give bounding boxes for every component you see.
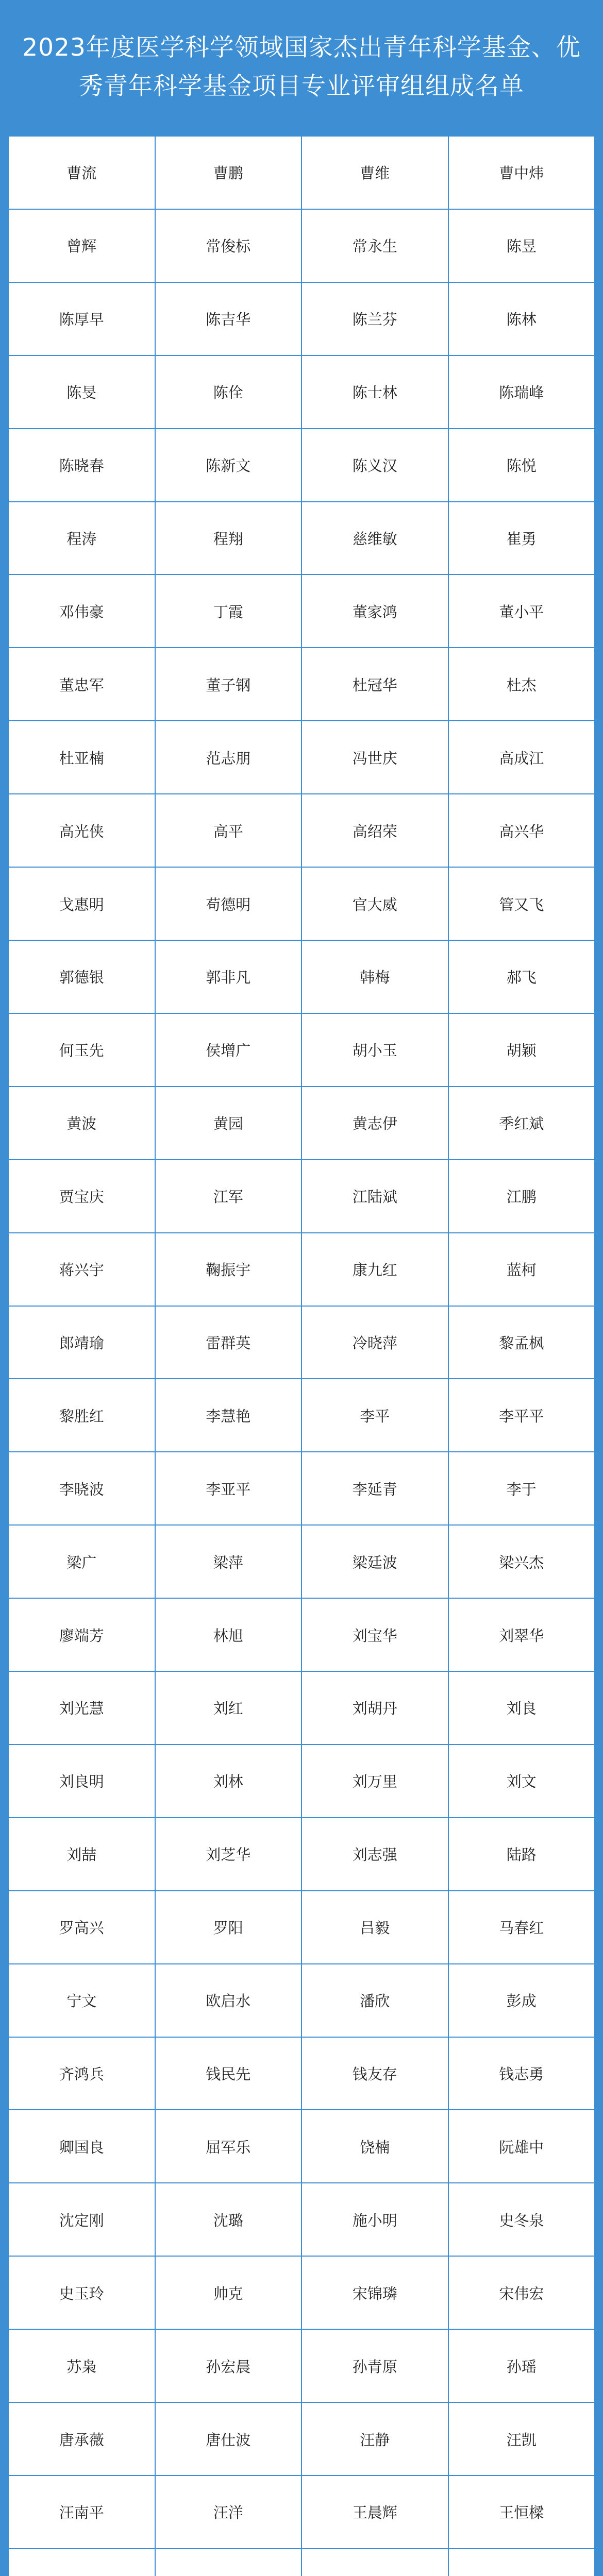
- member-name-cell: 蓝柯: [448, 1233, 595, 1306]
- member-name-cell: 董子钢: [155, 648, 302, 721]
- table-row: [8, 429, 595, 502]
- member-name-cell: 黎胜红: [8, 1379, 155, 1452]
- table-row: [8, 1379, 595, 1452]
- member-name-cell: 汪凯: [448, 2402, 595, 2476]
- member-name-cell: 刘文: [448, 1744, 595, 1818]
- member-name-cell: 刘喆: [8, 1818, 155, 1891]
- member-name-cell: 戈惠明: [8, 867, 155, 940]
- member-name-cell: [448, 2549, 595, 2576]
- member-name-cell: 程涛: [8, 502, 155, 575]
- member-name-cell: [155, 2549, 302, 2576]
- member-name-cell: 李延青: [301, 1452, 448, 1525]
- table-row: [8, 2549, 595, 2576]
- member-name-cell: 廖端芳: [8, 1598, 155, 1671]
- member-name-cell: 屈军乐: [155, 2110, 302, 2183]
- member-name-cell: 彭成: [448, 1964, 595, 2037]
- member-name-cell: 江陆斌: [301, 1160, 448, 1233]
- member-name-cell: 董家鸿: [301, 574, 448, 648]
- member-name-cell: 施小明: [301, 2183, 448, 2256]
- table-row: [8, 867, 595, 940]
- member-name-cell: 陈新文: [155, 429, 302, 502]
- member-name-cell: 宋伟宏: [448, 2256, 595, 2329]
- table-row: [8, 2037, 595, 2110]
- member-name-cell: 苏枭: [8, 2329, 155, 2402]
- member-name-cell: 曹鹏: [155, 136, 302, 209]
- member-name-cell: [8, 2549, 155, 2576]
- member-name-cell: 齐鸿兵: [8, 2037, 155, 2110]
- member-name-cell: 黄园: [155, 1087, 302, 1160]
- member-name-cell: 陈佺: [155, 355, 302, 429]
- member-name-cell: 刘胡丹: [301, 1671, 448, 1744]
- member-name-cell: 苟德明: [155, 867, 302, 940]
- member-name-cell: 康九红: [301, 1233, 448, 1306]
- member-name-cell: 唐承薇: [8, 2402, 155, 2476]
- member-name-cell: 郝飞: [448, 940, 595, 1013]
- table-row: [8, 1306, 595, 1379]
- table-row: [8, 1598, 595, 1671]
- member-name-cell: 钱民先: [155, 2037, 302, 2110]
- member-name-cell: 江鹏: [448, 1160, 595, 1233]
- member-name-cell: 李晓波: [8, 1452, 155, 1525]
- member-name-cell: 孙青原: [301, 2329, 448, 2402]
- member-name-cell: 陈厚早: [8, 282, 155, 355]
- member-name-cell: 杜冠华: [301, 648, 448, 721]
- member-name-cell: 汪静: [301, 2402, 448, 2476]
- member-name-cell: 史冬泉: [448, 2183, 595, 2256]
- member-name-cell: 范志朋: [155, 721, 302, 794]
- member-name-cell: 孙宏晨: [155, 2329, 302, 2402]
- member-name-cell: 马春红: [448, 1891, 595, 1964]
- panel-member-table: [8, 135, 595, 2576]
- member-name-cell: 江军: [155, 1160, 302, 1233]
- member-name-cell: 宁文: [8, 1964, 155, 2037]
- member-name-cell: 蒋兴宇: [8, 1233, 155, 1306]
- member-name-cell: [301, 2549, 448, 2576]
- member-name-cell: 汪洋: [155, 2476, 302, 2549]
- table-row: [8, 648, 595, 721]
- table-row: [8, 574, 595, 648]
- member-name-cell: 黄志伊: [301, 1087, 448, 1160]
- member-name-cell: 沈定刚: [8, 2183, 155, 2256]
- member-name-cell: 高平: [155, 794, 302, 867]
- member-name-cell: 王恒樑: [448, 2476, 595, 2549]
- member-name-cell: 黎孟枫: [448, 1306, 595, 1379]
- member-name-cell: 欧启水: [155, 1964, 302, 2037]
- member-name-cell: 丁霞: [155, 574, 302, 648]
- member-name-cell: 陈士林: [301, 355, 448, 429]
- member-name-cell: 卿国良: [8, 2110, 155, 2183]
- member-name-cell: 胡颖: [448, 1013, 595, 1087]
- table-row: [8, 1087, 595, 1160]
- panel-table-container: [6, 134, 597, 2576]
- table-row: [8, 2402, 595, 2476]
- member-name-cell: 邓伟豪: [8, 574, 155, 648]
- member-name-cell: 刘宝华: [301, 1598, 448, 1671]
- member-name-cell: 梁广: [8, 1525, 155, 1598]
- table-row: [8, 282, 595, 355]
- member-name-cell: 沈璐: [155, 2183, 302, 2256]
- member-name-cell: 钱志勇: [448, 2037, 595, 2110]
- member-name-cell: 罗高兴: [8, 1891, 155, 1964]
- member-name-cell: 慈维敏: [301, 502, 448, 575]
- member-name-cell: 官大威: [301, 867, 448, 940]
- member-name-cell: 鞠振宇: [155, 1233, 302, 1306]
- member-name-cell: 刘良明: [8, 1744, 155, 1818]
- member-name-cell: 侯增广: [155, 1013, 302, 1087]
- member-name-cell: 董小平: [448, 574, 595, 648]
- member-name-cell: 梁萍: [155, 1525, 302, 1598]
- member-name-cell: 宋锦璘: [301, 2256, 448, 2329]
- member-name-cell: 冯世庆: [301, 721, 448, 794]
- member-name-cell: 李亚平: [155, 1452, 302, 1525]
- member-name-cell: 陈旻: [8, 355, 155, 429]
- title-banner: [6, 0, 597, 134]
- member-name-cell: 刘芝华: [155, 1818, 302, 1891]
- member-name-cell: 常俊标: [155, 209, 302, 282]
- member-name-cell: 曹维: [301, 136, 448, 209]
- table-row: [8, 355, 595, 429]
- table-row: [8, 2256, 595, 2329]
- member-name-cell: 曹流: [8, 136, 155, 209]
- member-name-cell: 季红斌: [448, 1087, 595, 1160]
- member-name-cell: 刘光慧: [8, 1671, 155, 1744]
- member-name-cell: 郎靖瑜: [8, 1306, 155, 1379]
- member-name-cell: 李慧艳: [155, 1379, 302, 1452]
- member-name-cell: 李平: [301, 1379, 448, 1452]
- member-name-cell: 曾辉: [8, 209, 155, 282]
- member-name-cell: 帅克: [155, 2256, 302, 2329]
- member-name-cell: 孙瑶: [448, 2329, 595, 2402]
- table-row: [8, 1744, 595, 1818]
- member-name-cell: 贾宝庆: [8, 1160, 155, 1233]
- member-name-cell: 黄波: [8, 1087, 155, 1160]
- member-name-cell: 饶楠: [301, 2110, 448, 2183]
- table-row: [8, 136, 595, 209]
- member-name-cell: 潘欣: [301, 1964, 448, 2037]
- member-name-cell: 陆路: [448, 1818, 595, 1891]
- page-title: 2023年度医学科学领域国家杰出青年科学基金、优秀青年科学基金项目专业评审组组成名单: [22, 33, 581, 100]
- table-row: [8, 2329, 595, 2402]
- member-name-cell: 高兴华: [448, 794, 595, 867]
- member-name-cell: 王晨辉: [301, 2476, 448, 2549]
- member-name-cell: 陈义汉: [301, 429, 448, 502]
- table-row: [8, 1818, 595, 1891]
- member-name-cell: 郭非凡: [155, 940, 302, 1013]
- member-name-cell: 崔勇: [448, 502, 595, 575]
- member-name-cell: 梁廷波: [301, 1525, 448, 1598]
- member-name-cell: 阮雄中: [448, 2110, 595, 2183]
- member-name-cell: 何玉先: [8, 1013, 155, 1087]
- table-row: [8, 1891, 595, 1964]
- member-name-cell: 汪南平: [8, 2476, 155, 2549]
- member-name-cell: 李于: [448, 1452, 595, 1525]
- member-name-cell: 陈兰芬: [301, 282, 448, 355]
- member-name-cell: 梁兴杰: [448, 1525, 595, 1598]
- member-name-cell: 刘红: [155, 1671, 302, 1744]
- table-row: [8, 1160, 595, 1233]
- table-row: [8, 1671, 595, 1744]
- member-name-cell: 管又飞: [448, 867, 595, 940]
- table-row: [8, 2476, 595, 2549]
- member-name-cell: 罗阳: [155, 1891, 302, 1964]
- member-name-cell: 陈林: [448, 282, 595, 355]
- member-name-cell: 高绍荣: [301, 794, 448, 867]
- table-row: [8, 1452, 595, 1525]
- member-name-cell: 雷群英: [155, 1306, 302, 1379]
- member-name-cell: 常永生: [301, 209, 448, 282]
- member-name-cell: 刘志强: [301, 1818, 448, 1891]
- table-row: [8, 1964, 595, 2037]
- table-row: [8, 940, 595, 1013]
- table-row: [8, 1013, 595, 1087]
- member-name-cell: 韩梅: [301, 940, 448, 1013]
- member-name-cell: 刘林: [155, 1744, 302, 1818]
- member-name-cell: 郭德银: [8, 940, 155, 1013]
- member-name-cell: 李平平: [448, 1379, 595, 1452]
- member-name-cell: 陈吉华: [155, 282, 302, 355]
- table-row: [8, 1233, 595, 1306]
- member-name-cell: 刘良: [448, 1671, 595, 1744]
- member-name-cell: 杜亚楠: [8, 721, 155, 794]
- member-name-cell: 陈昱: [448, 209, 595, 282]
- member-name-cell: 高成江: [448, 721, 595, 794]
- member-name-cell: 史玉玲: [8, 2256, 155, 2329]
- table-row: [8, 2183, 595, 2256]
- member-name-cell: 程翔: [155, 502, 302, 575]
- member-name-cell: 胡小玉: [301, 1013, 448, 1087]
- table-row: [8, 2110, 595, 2183]
- member-name-cell: 陈晓春: [8, 429, 155, 502]
- member-name-cell: 陈悦: [448, 429, 595, 502]
- table-row: [8, 502, 595, 575]
- table-row: [8, 1525, 595, 1598]
- table-row: [8, 721, 595, 794]
- member-name-cell: 林旭: [155, 1598, 302, 1671]
- member-name-cell: 唐仕波: [155, 2402, 302, 2476]
- member-name-cell: 董忠军: [8, 648, 155, 721]
- member-name-cell: 陈瑞峰: [448, 355, 595, 429]
- member-name-cell: 杜杰: [448, 648, 595, 721]
- member-name-cell: 刘翠华: [448, 1598, 595, 1671]
- member-name-cell: 钱友存: [301, 2037, 448, 2110]
- member-name-cell: 吕毅: [301, 1891, 448, 1964]
- member-name-cell: 高光侠: [8, 794, 155, 867]
- member-name-cell: 刘万里: [301, 1744, 448, 1818]
- table-row: [8, 794, 595, 867]
- table-row: [8, 209, 595, 282]
- member-name-cell: 冷晓萍: [301, 1306, 448, 1379]
- member-name-cell: 曹中炜: [448, 136, 595, 209]
